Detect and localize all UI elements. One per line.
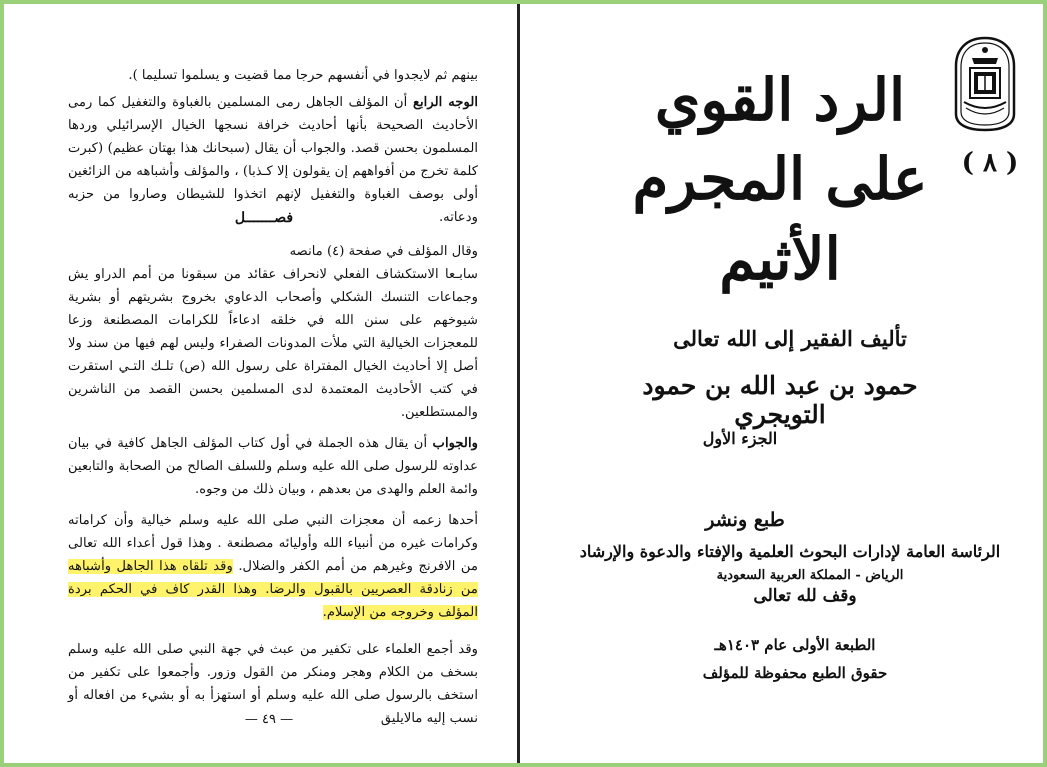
text-answer: أن يقال هذه الجملة في أول كتاب المؤلف الجاهل كافية في بيان عداوته للرسول صلى الله عليه وسلم وللسلف الصالح من الصحابة والتابعين وائمة العلم والهدى من بعدهم ، وبيان ذلك من وجوه. [68,436,478,497]
book-title-line-2: على المجرم الأثيم [632,145,928,293]
publisher-city: الرياض - المملكة العربية السعودية [716,568,904,583]
publisher-label: طبع ونشر [705,509,785,531]
volume-label: الجزء الأول [702,429,778,448]
paragraph-point-one [68,509,478,624]
paragraph-intro: بينهم ثم لايجدوا في أنفسهم حرجا مما قضيت و يسلموا تسليما ). [128,68,478,83]
copyright-notice: حقوق الطبع محفوظة للمؤلف [702,664,888,682]
lead-fourth-aspect: الوجه الرابع [412,95,479,110]
edition-info: الطبعة الأولى عام ١٤٠٣هـ [714,636,876,654]
left-page [4,4,517,763]
right-page [520,4,1043,763]
text-fourth-aspect: أن المؤلف الجاهل رمى المسلمين بالغباوة والتغفيل كما رمى الأحاديث الصحيحة بأنها أحاديث خرافة نسجها الخيال الإسرائيلي وردها المسلمون بحسن قصد. والجواب أن يقال (سبحانك هذا بهتان عظيم) (كبرت كلمة تخرج من أفواههم إن يقولون إلا كـذبا) ، والمؤلف وأشباهه من الزائغين أولى بوصف الغباوة والتغفيل لإنهم اتخذوا للشيطان وصاروا من حزبه ودعاته. [68,95,478,225]
section-heading: فصـــــــل [234,210,294,226]
book-spread [4,4,1043,763]
paragraph-author-quote: سابـعا الاستكشاف الفعلي لانحراف عقائد من سبقونا من أمم الدراو يش وجماعات التنسك الشكلي وأصحاب الدعاوي بخروج بشريتهم أو بشرية شيوخهم على سنن الله في خلقه ادعاءاً للكرامات المصطنعة وزعا للمعجزات الخيالية التي ملأت المدونات الصفراء وليس لهم فيها من سند ولا أصل إلا أحاديث الخيال المفتراة على رسول الله (ص) تلـك التـي استقرت في كتب الأحاديث المعتمدة لدى المسلمين بحسن القصد من الناشرين والمستطلعين. [68,267,478,420]
highlighted-text: وقد تلقاه هذا الجاهل وأشباهه من زنادقة العصريين بالقبول والرضا. وهذا القدر كاف في الحكم بردة المؤلف وخروجه من الإسلام. [68,559,478,620]
author-label: تأليف الفقير إلى الله تعالى [673,326,907,351]
page-number: — ٤٩ — [244,712,294,727]
publisher-name: الرئاسة العامة لإدارات البحوث العلمية والإفتاء والدعوة والإرشاد [579,542,1001,561]
endowment-note: وقف لله تعالى [753,586,857,606]
text-block-top [68,64,478,229]
book-title-line-1: الرد القوي [654,66,906,134]
lead-answer: والجواب [432,436,478,451]
volume-number: ( ٨ ) [961,148,1019,178]
paragraph-author-quote-intro: وقال المؤلف في صفحة (٤) مانصه [289,244,478,259]
paragraph-consensus: وقد أجمع العلماء على تكفير من عبث في جهة النبي صلى الله عليه وسلم بسخف من الكلام وهجر ومنكر من القول وزور. وأجمعوا على تكفير من استخف بالرسول صلى الله عليه وسلم أو استهزأ به أو بشيء من افعاله أو نسب إليه مالايليق [68,642,478,726]
paragraph-answer [68,432,478,501]
author-name: حمود بن عبد الله بن حمود التويجري [642,371,918,429]
seal-emblem-icon [952,36,1018,132]
text-point-one: أحدها زعمه أن معجزات النبي صلى الله عليه وسلم خيالية وأن كراماته وكرامات غيره من أنبياء الله وأوليائه مصطنعة . وهذا قول أعداء الله تعالى من الافرنج وغيرهم من أمم الكفر والضلال. [68,513,479,574]
text-block-middle [68,240,478,730]
